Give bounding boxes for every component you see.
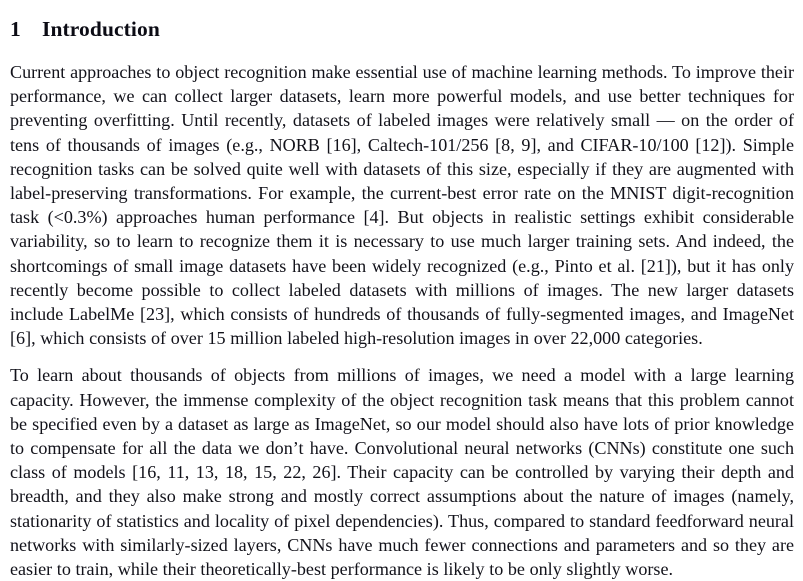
- paragraph-intro-1: Current approaches to object recognition make essential use of machine learning methods. To improve their performance, we can collect larger datasets, learn more powerful models, and use better techniques for preventing overfitting. Until recently, datasets of labeled images were relatively small — on the order of tens of thousands of images (e.g., NORB [16], Caltech-101/256 [8, 9], and CIFAR-10/100 [12]). Simple recognition tasks can be solved quite well with datasets of this size, especially if they are augmented with label-preserving transformations. For example, the current-best error rate on the MNIST digit-recognition task (<0.3%) approaches human performance [4]. But objects in realistic settings exhibit considerable variability, so to learn to recognize them it is necessary to use much larger training sets. And indeed, the shortcomings of small image datasets have been widely recognized (e.g., Pinto et al. [21]), but it has only recently become possible to collect labeled datasets with millions of images. The new larger datasets include LabelMe [23], which consists of hundreds of thousands of fully-segmented images, and ImageNet [6], which consists of over 15 million labeled high-resolution images in over 22,000 categories.: [10, 62, 794, 349]
- section-heading: [10, 16, 610, 42]
- body-text-block: [10, 60, 794, 581]
- section-title: Introduction: [42, 17, 160, 42]
- section-number: 1: [10, 17, 21, 42]
- paragraph-intro-2: To learn about thousands of objects from millions of images, we need a model with a large learning capacity. However, the immense complexity of the object recognition task means that this problem cannot be specified even by a dataset as large as ImageNet, so our model should also have lots of prior knowledge to compensate for all the data we don’t have. Convolutional neural networks (CNNs) constitute one such class of models [16, 11, 13, 18, 15, 22, 26]. Their capacity can be controlled by varying their depth and breadth, and they also make strong and mostly correct assumptions about the nature of images (namely, stationarity of statistics and locality of pixel dependencies). Thus, compared to standard feedforward neural networks with similarly-sized layers, CNNs have much fewer connections and parameters and so they are easier to train, while their theoretically-best performance is likely to be only slightly worse.: [10, 365, 794, 580]
